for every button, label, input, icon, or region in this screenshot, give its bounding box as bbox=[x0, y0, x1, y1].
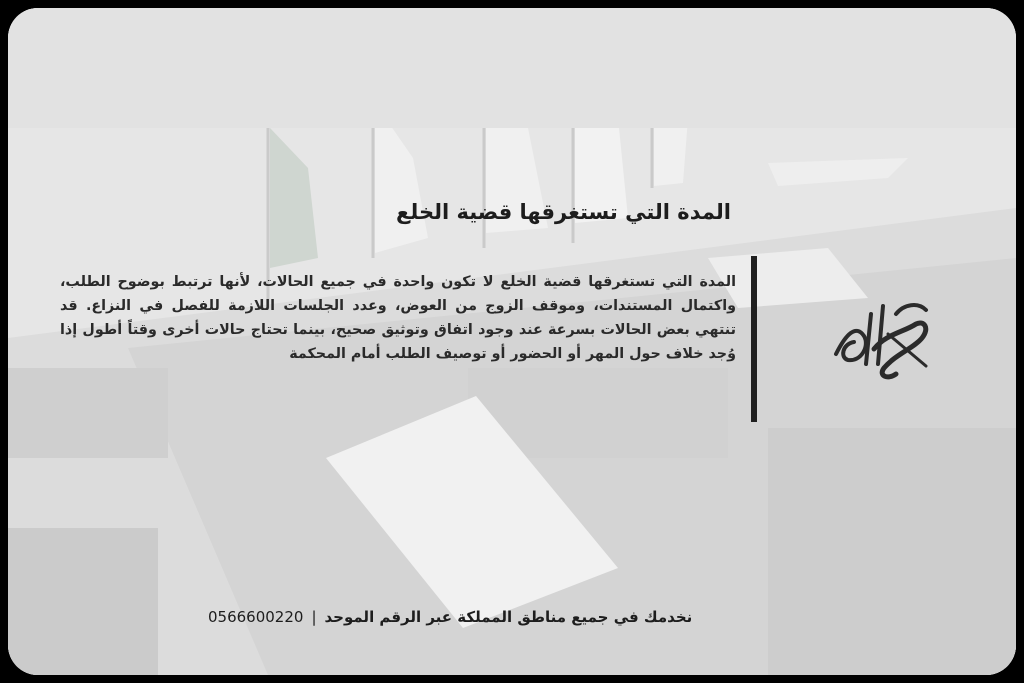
footer-separator: | bbox=[311, 608, 317, 626]
footer-service-text: نخدمك في جميع مناطق المملكة عبر الرقم الموحد bbox=[324, 608, 693, 626]
footer-contact bbox=[208, 608, 798, 626]
vertical-divider bbox=[751, 256, 757, 422]
page-title: المدة التي تستغرقها قضية الخلع bbox=[396, 200, 731, 224]
content-card bbox=[8, 8, 1016, 675]
phone-number[interactable]: 0566600220 bbox=[208, 608, 304, 626]
muhammad-calligraphy-icon bbox=[826, 294, 936, 384]
body-paragraph: المدة التي تستغرقها قضية الخلع لا تكون واحدة في جميع الحالات، لأنها ترتبط بوضوح الطلب، واكتمال المستندات، وموقف الزوج من العوض، وعدد الجلسات اللازمة للفصل في النزاع. قد تنتهي بعض الحالات بسرعة عند وجود اتفاق وتوثيق صحيح، بينما تحتاج حالات أخرى وقتاً أطول إذا وُجد خلاف حول المهر أو الحضور أو توصيف الطلب أمام المحكمة bbox=[60, 274, 736, 362]
